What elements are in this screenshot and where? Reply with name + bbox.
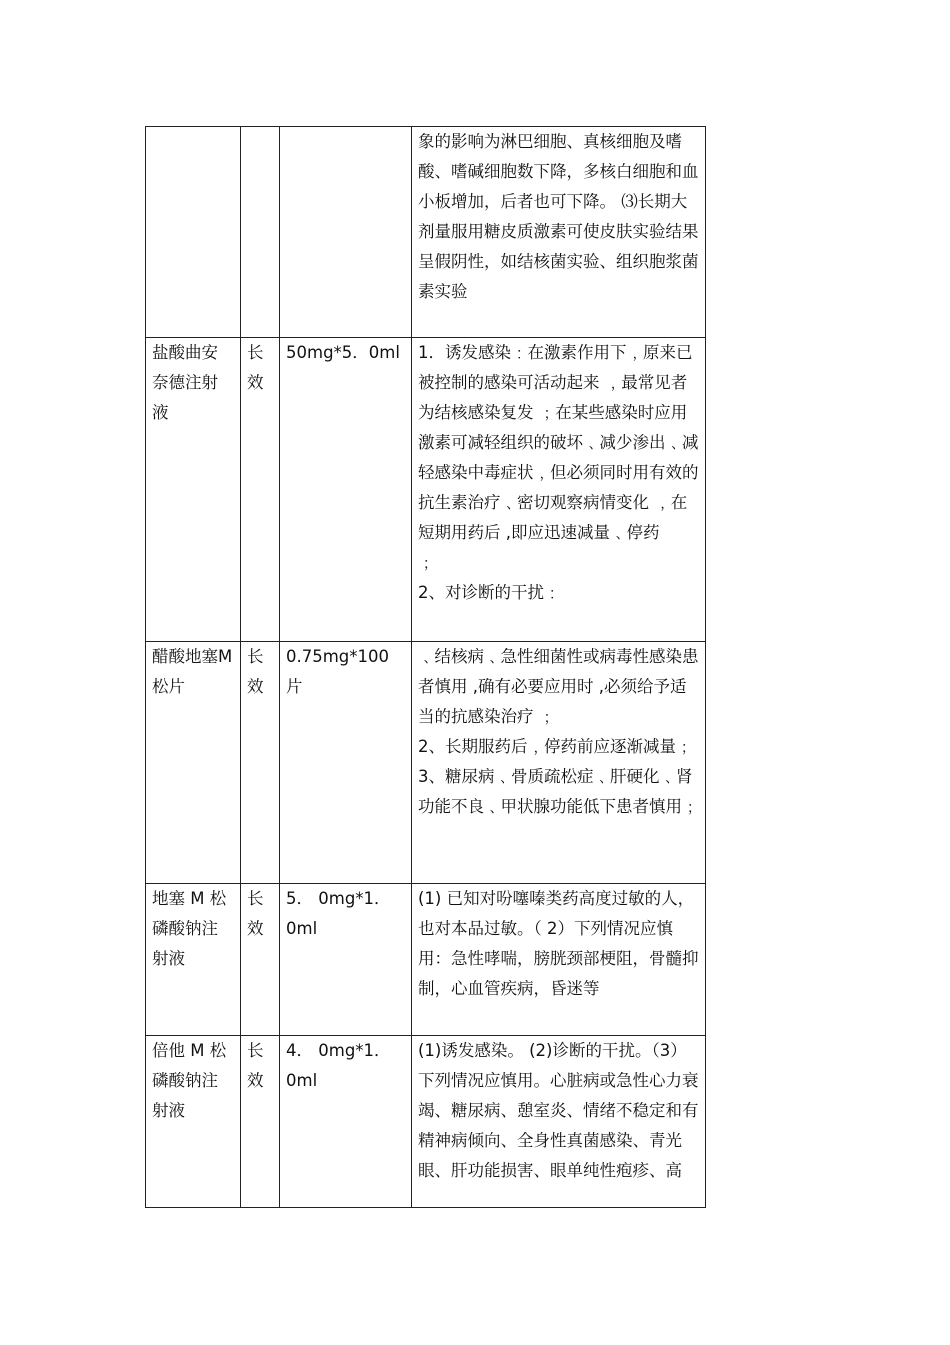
duration-cell [241, 127, 280, 338]
drug-name-cell: 地塞 M 松磷酸钠注射液 [146, 884, 241, 1036]
specification-cell: 0.75mg*100片 [280, 642, 412, 884]
table-row [146, 642, 706, 884]
specification-cell [280, 127, 412, 338]
duration-cell: 长效 [241, 642, 280, 884]
drug-table [145, 126, 706, 1208]
precaution-cell: (1) 已知对吩噻嗪类药高度过敏的人，也对本品过敏。（ 2）下列情况应慎用：急性哮喘，膀胱颈部梗阻，骨髓抑制，心血管疾病，昏迷等 [412, 884, 706, 1036]
table-row [146, 127, 706, 338]
drug-name-cell: 盐酸曲安奈德注射液 [146, 338, 241, 642]
duration-cell: 长效 [241, 884, 280, 1036]
specification-cell: 5． 0mg*1． 0ml [280, 884, 412, 1036]
precaution-cell: (1)诱发感染。 (2)诊断的干扰。（3）下列情况应慎用。心脏病或急性心力衰竭、糖尿病、憩室炎、情绪不稳定和有精神病倾向、全身性真菌感染、青光眼、肝功能损害、眼单纯性疱疹、高 [412, 1036, 706, 1208]
precaution-cell: 象的影响为淋巴细胞、真核细胞及嗜酸、嗜碱细胞数下降，多核白细胞和血小板增加，后者也可下降。 ⑶长期大剂量服用糖皮质激素可使皮肤实验结果呈假阴性，如结核菌实验、组织胞浆菌素实验 [412, 127, 706, 338]
specification-cell: 4． 0mg*1． 0ml [280, 1036, 412, 1208]
table-row [146, 338, 706, 642]
drug-name-cell: 倍他 M 松磷酸钠注射液 [146, 1036, 241, 1208]
duration-cell: 长效 [241, 338, 280, 642]
precaution-cell: 1．诱发感染﹕在激素作用下﹐原来已被控制的感染可活动起来 ﹐最常见者为结核感染复发 ﹔在某些感染时应用激素可减轻组织的破坏﹑减少渗出﹑减轻感染中毒症状﹐但必须同时用有效的抗生素治疗﹑密切观察病情变化 ﹐在短期用药后 ,即应迅速减量﹑停药 ﹔ 2、对诊断的干扰﹕ [412, 338, 706, 642]
table-row [146, 1036, 706, 1208]
precaution-cell: ﹑结核病﹑急性细菌性或病毒性感染患者慎用 ,确有必要应用时 ,必须给予适当的抗感染治疗 ﹔ 2、长期服药后﹐停药前应逐渐减量﹔ 3、糖尿病﹑骨质疏松症﹑肝硬化﹑肾功能不良﹑甲状腺功能低下患者慎用﹔ [412, 642, 706, 884]
drug-name-cell: 醋酸地塞M 松片 [146, 642, 241, 884]
duration-cell: 长效 [241, 1036, 280, 1208]
drug-name-cell [146, 127, 241, 338]
specification-cell: 50mg*5．0ml [280, 338, 412, 642]
table-row [146, 884, 706, 1036]
